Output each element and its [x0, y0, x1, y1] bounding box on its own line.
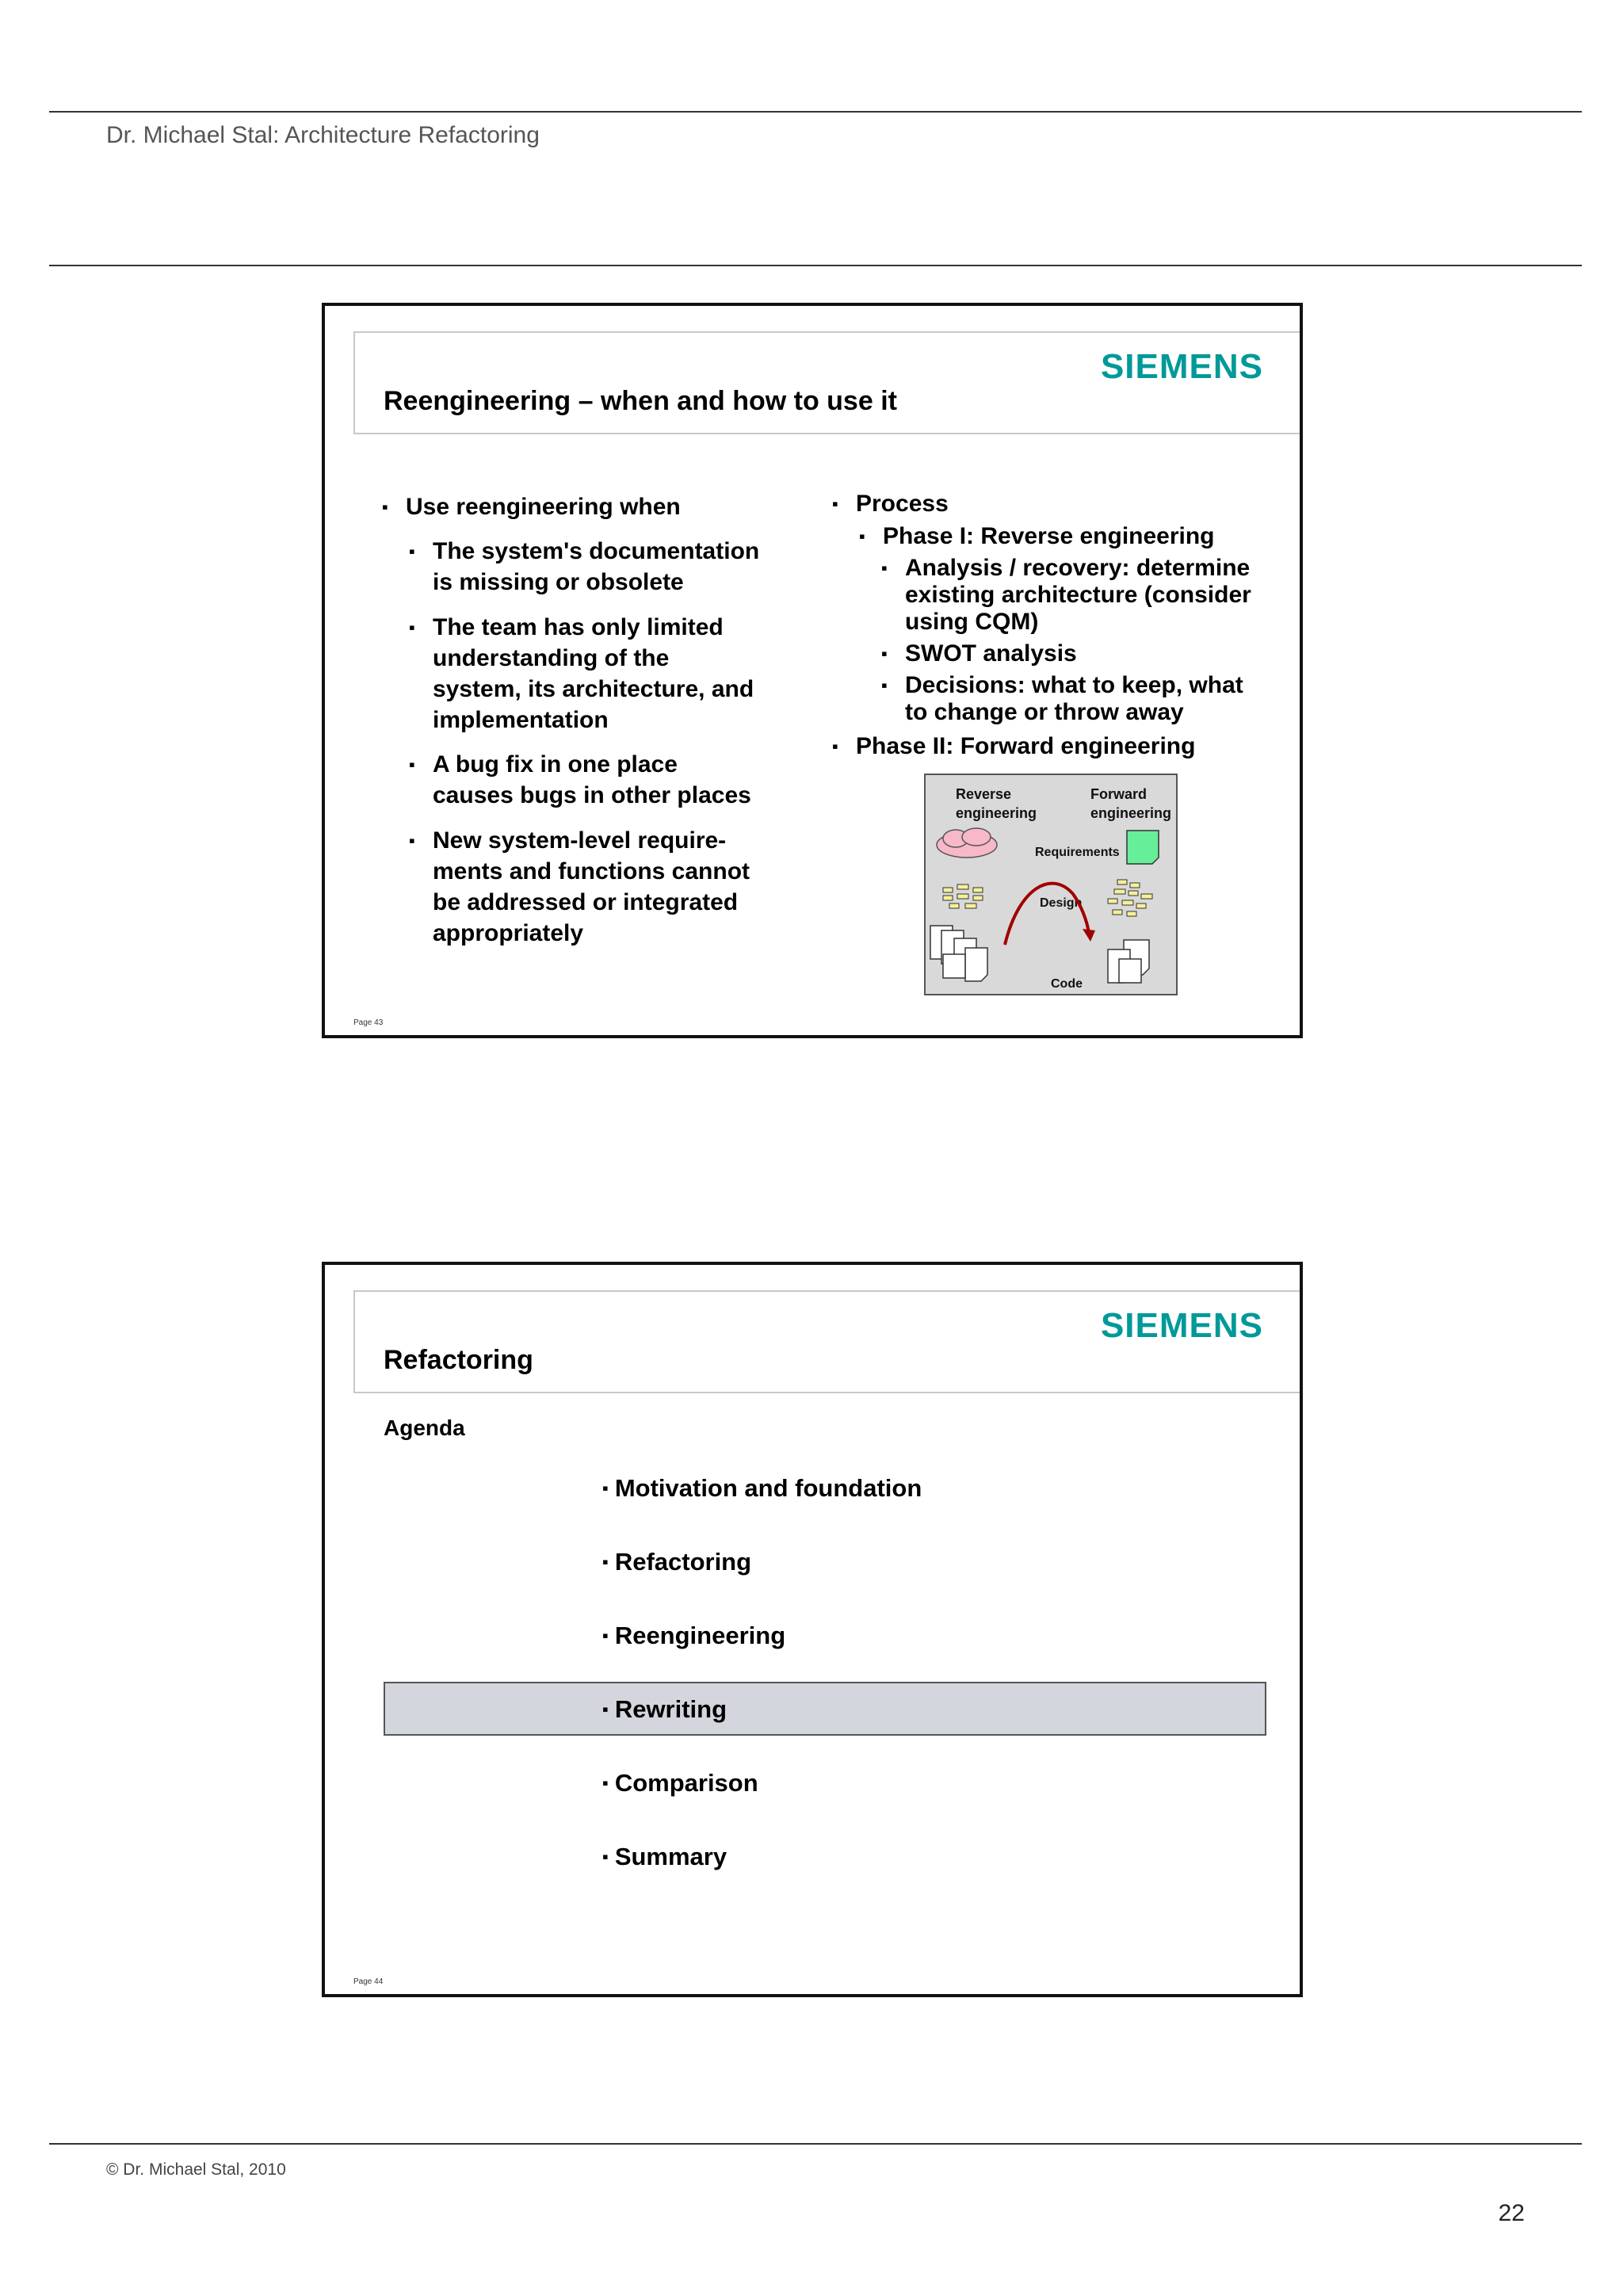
page-number: 22 [1498, 2200, 1525, 2226]
bullet-decisions: ▪ Decisions: what to keep, what to change or throw away [881, 672, 1243, 725]
top-rule [49, 111, 1582, 113]
code-label: Code [1051, 977, 1083, 991]
agenda-item-refactoring: ▪ Refactoring [602, 1548, 752, 1576]
bullet-use-reengineering: ▪ Use reengineering when [382, 494, 681, 520]
footer-rule [49, 2143, 1582, 2145]
slide-reengineering [322, 303, 1303, 1038]
code-pages-right-icon [1108, 940, 1149, 983]
agenda-label: Agenda [384, 1415, 465, 1440]
agenda-item-summary: ▪ Summary [602, 1843, 727, 1870]
code-pages-left-icon [930, 926, 987, 981]
bullet-limited-understanding: ▪ The team has only limited understanding of the system, its architecture, and implementation [409, 614, 754, 733]
diagram-graphics [926, 775, 1176, 994]
cloud-icon [937, 828, 997, 858]
bullet-phase-1: ▪ Phase I: Reverse engineering [859, 523, 1215, 549]
slide-title: Refactoring [384, 1345, 533, 1375]
slide-title: Reengineering – when and how to use it [384, 386, 897, 416]
reverse-engineering-label: Reverse engineering [956, 786, 1037, 821]
bullet-phase-2: ▪ Phase II: Forward engineering [832, 733, 1196, 759]
slide-refactoring-agenda [322, 1262, 1303, 1997]
forward-engineering-label: Forward engineering [1090, 786, 1172, 821]
bullet-swot: ▪ SWOT analysis [881, 640, 1077, 667]
siemens-logo: SIEMENS [1100, 347, 1263, 386]
slide-header [353, 331, 1300, 434]
siemens-logo: SIEMENS [1100, 1306, 1263, 1345]
bullet-documentation: ▪ The system's documentation is missing or obsolete [409, 538, 760, 595]
page-header: Dr. Michael Stal: Architecture Refactoring [106, 122, 540, 148]
agenda-item-comparison: ▪ Comparison [602, 1769, 758, 1797]
requirements-document-icon [1127, 831, 1159, 864]
design-label: Design [1040, 896, 1083, 910]
bullet-bug-fix: ▪ A bug fix in one place causes bugs in other places [409, 751, 751, 808]
requirements-label: Requirements [1035, 846, 1120, 859]
slide-header [353, 1290, 1300, 1393]
bullet-new-requirements: ▪ New system-level require- ments and functions cannot be addressed or integrated appropriately [409, 827, 750, 946]
reengineering-diagram [924, 774, 1178, 995]
agenda-item-motivation: ▪ Motivation and foundation [602, 1474, 922, 1502]
design-boxes-left-icon [943, 884, 983, 908]
bullet-analysis-recovery: ▪ Analysis / recovery: determine existing architecture (consider using CQM) [881, 555, 1251, 635]
agenda-item-rewriting: ▪ Rewriting [602, 1695, 727, 1723]
design-boxes-right-icon [1108, 880, 1152, 916]
agenda-highlight [384, 1682, 1266, 1736]
header-bottom-rule [49, 265, 1582, 266]
slide-page-label: Page 44 [353, 1977, 384, 1986]
footer-copyright: © Dr. Michael Stal, 2010 [106, 2160, 286, 2179]
agenda-item-reengineering: ▪ Reengineering [602, 1622, 786, 1649]
reengineering-arrow [1005, 884, 1095, 945]
slide-page-label: Page 43 [353, 1018, 384, 1027]
bullet-process: ▪ Process [832, 491, 949, 517]
